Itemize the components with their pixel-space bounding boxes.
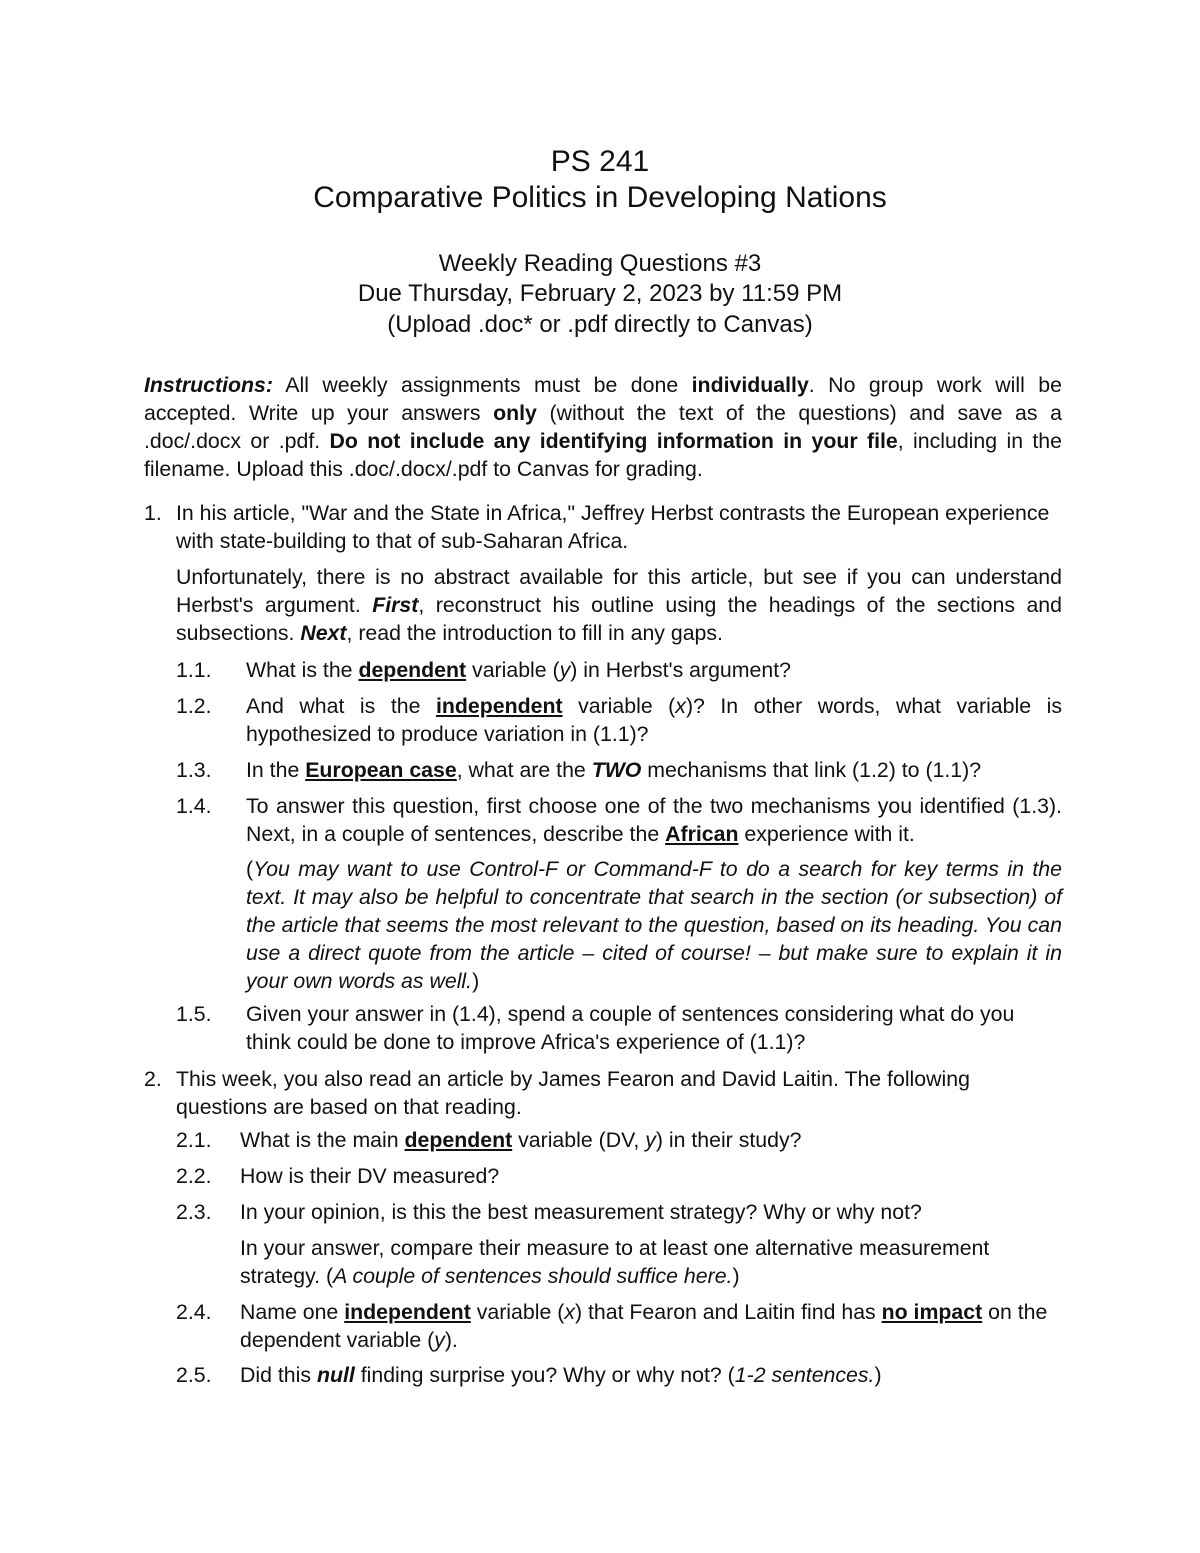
question-1-note: Unfortunately, there is no abstract available for this article, but see if you can understand Herbst's argument. First, reconstruct his outline using the headings of the sections and subsections. Next, read the introduction to fill in any gaps. <box>176 565 1062 645</box>
subquestion-2-1-number: 2.1. <box>176 1128 212 1152</box>
due-date: Due Thursday, February 2, 2023 by 11:59 PM <box>357 280 843 307</box>
subquestion-2-4-text: Name one independent variable (x) that Fearon and Laitin find has no impact on the dependent variable (y). <box>240 1300 1048 1352</box>
instructions-paragraph: Instructions: All weekly assignments must be done individually. No group work will be accepted. Write up your answers only (without the text of the questions) and save as a .doc/.docx or .pdf. Do not include any identifying information in your file, including in the filename. Upload this .doc/.docx/.pdf to Canvas for grading. <box>144 373 1062 481</box>
subquestion-1-5-text: Given your answer in (1.4), spend a couple of sentences considering what do you think could be done to improve Africa's experience of (1.1)? <box>246 1002 1015 1054</box>
question-2-number: 2. <box>144 1067 162 1091</box>
subquestion-1-4-tip: (You may want to use Control-F or Command-F to do a search for key terms in the text. It may also be helpful to concentrate that search in the section (or subsection) of the article that seems the most relevant to the question, based on its heading. You can use a direct quote from the article – cited of course! – but make sure to explain it in your own words as well.) <box>246 857 1062 993</box>
subquestion-1-4-number: 1.4. <box>176 794 212 818</box>
subquestion-2-2-number: 2.2. <box>176 1164 212 1188</box>
course-code: PS 241 <box>550 145 650 178</box>
subquestion-2-5-text: Did this null finding surprise you? Why or why not? (1-2 sentences.) <box>240 1363 882 1387</box>
question-1-text: In his article, "War and the State in Africa," Jeffrey Herbst contrasts the European experience with state-building to that of sub-Saharan Africa. <box>176 501 1050 553</box>
subquestion-2-3-note: In your answer, compare their measure to at least one alternative measurement strategy. (A couple of sentences should suffice here.) <box>240 1236 990 1288</box>
subquestion-2-3-number: 2.3. <box>176 1200 212 1224</box>
subquestion-1-1-number: 1.1. <box>176 658 212 682</box>
course-title: Comparative Politics in Developing Nations <box>313 181 887 214</box>
subquestion-1-3-number: 1.3. <box>176 758 212 782</box>
question-1-number: 1. <box>144 501 162 525</box>
subquestion-2-1-text: What is the main dependent variable (DV, y) in their study? <box>240 1128 802 1152</box>
subquestion-1-4-text: To answer this question, first choose one of the two mechanisms you identified (1.3). Next, in a couple of sentences, describe the African experience with it. <box>246 794 1062 846</box>
subquestion-2-5-number: 2.5. <box>176 1363 212 1387</box>
subquestion-1-5-number: 1.5. <box>176 1002 212 1026</box>
assignment-title: Weekly Reading Questions #3 <box>438 250 762 277</box>
subquestion-1-2-text: And what is the independent variable (x)? In other words, what variable is hypothesized to produce variation in (1.1)? <box>246 694 1062 746</box>
subquestion-1-3-text: In the European case, what are the TWO mechanisms that link (1.2) to (1.1)? <box>246 758 982 782</box>
upload-note: (Upload .doc* or .pdf directly to Canvas) <box>387 311 813 338</box>
subquestion-2-2-text: How is their DV measured? <box>240 1164 500 1188</box>
subquestion-2-3-text: In your opinion, is this the best measurement strategy? Why or why not? <box>240 1200 922 1224</box>
question-2-text: This week, you also read an article by James Fearon and David Laitin. The following questions are based on that reading. <box>176 1067 970 1119</box>
subquestion-1-1-text: What is the dependent variable (y) in Herbst's argument? <box>246 658 791 682</box>
subquestion-1-2-number: 1.2. <box>176 694 212 718</box>
subquestion-2-4-number: 2.4. <box>176 1300 212 1324</box>
instructions-label: Instructions: <box>144 373 273 397</box>
